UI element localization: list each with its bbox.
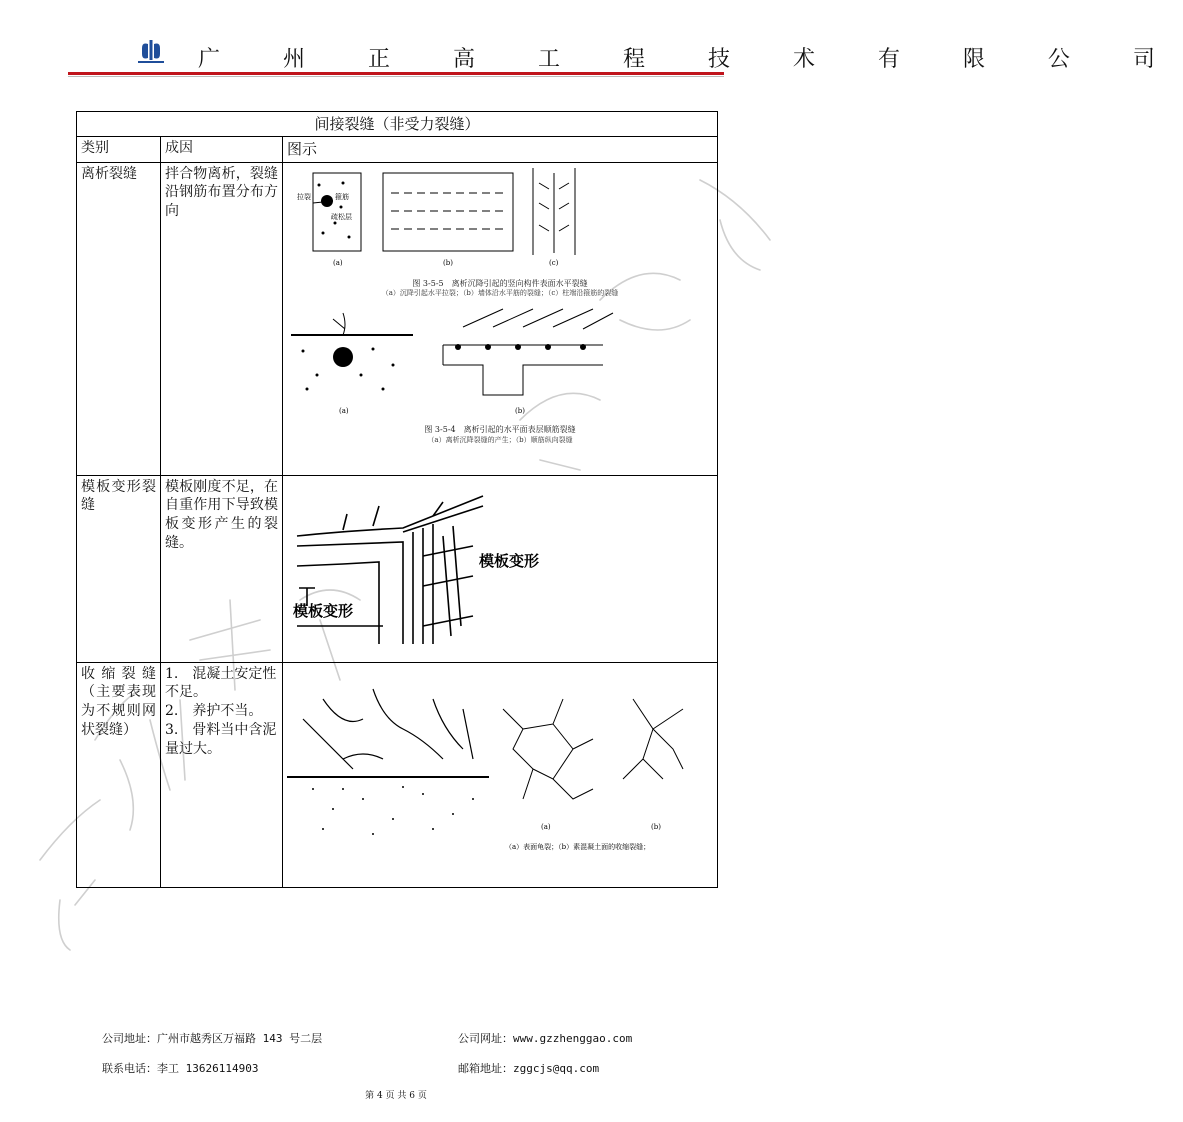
row-figures <box>283 162 718 475</box>
formwork-label-right: 模板变形 <box>479 551 540 570</box>
row-figures <box>283 475 718 662</box>
row-figures <box>283 662 718 887</box>
cause-item: 2. 养护不当。 <box>165 703 263 720</box>
header-figure: 图示 <box>283 137 718 162</box>
shrinkage-crack-figure <box>283 669 713 869</box>
row-category: 离析裂缝 <box>77 162 161 475</box>
table-row <box>77 162 718 475</box>
cause-item: 3. 骨料当中含泥量过大。 <box>165 722 277 758</box>
row-cause: 拌合物离析，裂缝沿钢筋布置分布方向 <box>161 162 283 475</box>
footer-email: 邮箱地址：zggcjs@qq.com <box>458 1062 600 1075</box>
row-cause: 模板刚度不足，在自重作用下导致模板变形产生的裂缝。 <box>161 475 283 662</box>
footer-address: 公司地址：广州市越秀区万福路 143 号二层 <box>102 1032 323 1045</box>
header-category: 类别 <box>77 137 161 162</box>
formwork-label-left: 模板变形 <box>293 601 354 620</box>
cause-item: 1. 混凝土安定性不足。 <box>165 665 277 701</box>
row-cause-list <box>161 662 283 887</box>
table-title: 间接裂缝（非受力裂缝） <box>77 112 718 137</box>
fig2-sub-b: (b) <box>515 406 525 415</box>
page-number: 第 4 页 共 6 页 <box>365 1091 427 1101</box>
company-logo-icon <box>136 38 166 68</box>
header-rule-red <box>68 72 724 75</box>
formwork-deformation-figure <box>283 476 583 656</box>
row-category: 收缩裂缝（主要表现为不规则网状裂缝） <box>77 662 161 887</box>
fig1-label-a: 拉裂 <box>297 192 311 201</box>
table-row <box>77 662 718 887</box>
segregation-vertical-figure <box>283 163 713 283</box>
segregation-horizontal-figure <box>283 305 713 435</box>
footer-website: 公司网址：www.gzzhenggao.com <box>458 1032 633 1045</box>
fig1-subcaption: （a）沉降引起水平拉裂；（b）墙体沿水平筋的裂缝；（c）柱端沿箍筋的裂缝 <box>381 289 619 298</box>
fig2-sub-a: (a) <box>339 406 349 415</box>
shrink-sub-b: (b) <box>651 822 661 831</box>
fig1-label-b: 箍筋 <box>335 192 349 201</box>
row-category: 模板变形裂缝 <box>77 475 161 662</box>
fig1-caption: 图 3-5-5 离析沉降引起的竖向构件表面水平裂缝 <box>412 278 588 288</box>
fig1-sub-b: (b) <box>443 258 453 267</box>
fig1-sub-c: (c) <box>549 258 559 267</box>
crack-table <box>76 111 718 888</box>
fig1-label-c: 疏松层 <box>331 212 352 221</box>
fig2-subcaption: （a）离析沉降裂缝的产生；（b）顺筋纵向裂缝 <box>427 435 573 444</box>
table-row <box>77 475 718 662</box>
shrink-caption: （a）表面龟裂；（b）素混凝土面的收缩裂缝； <box>505 842 651 851</box>
shrink-sub-a: (a) <box>541 822 551 831</box>
fig2-caption: 图 3-5-4 离析引起的水平面表层顺筋裂缝 <box>424 424 576 434</box>
page-header <box>70 38 1183 76</box>
footer-phone: 联系电话：李工 13626114903 <box>102 1062 259 1075</box>
header-cause: 成因 <box>161 137 283 162</box>
header-rule-gray <box>68 76 724 77</box>
fig1-sub-a: (a) <box>333 258 343 267</box>
company-name: 广 州 正 高 工 程 技 术 有 限 公 司 <box>198 47 1183 72</box>
